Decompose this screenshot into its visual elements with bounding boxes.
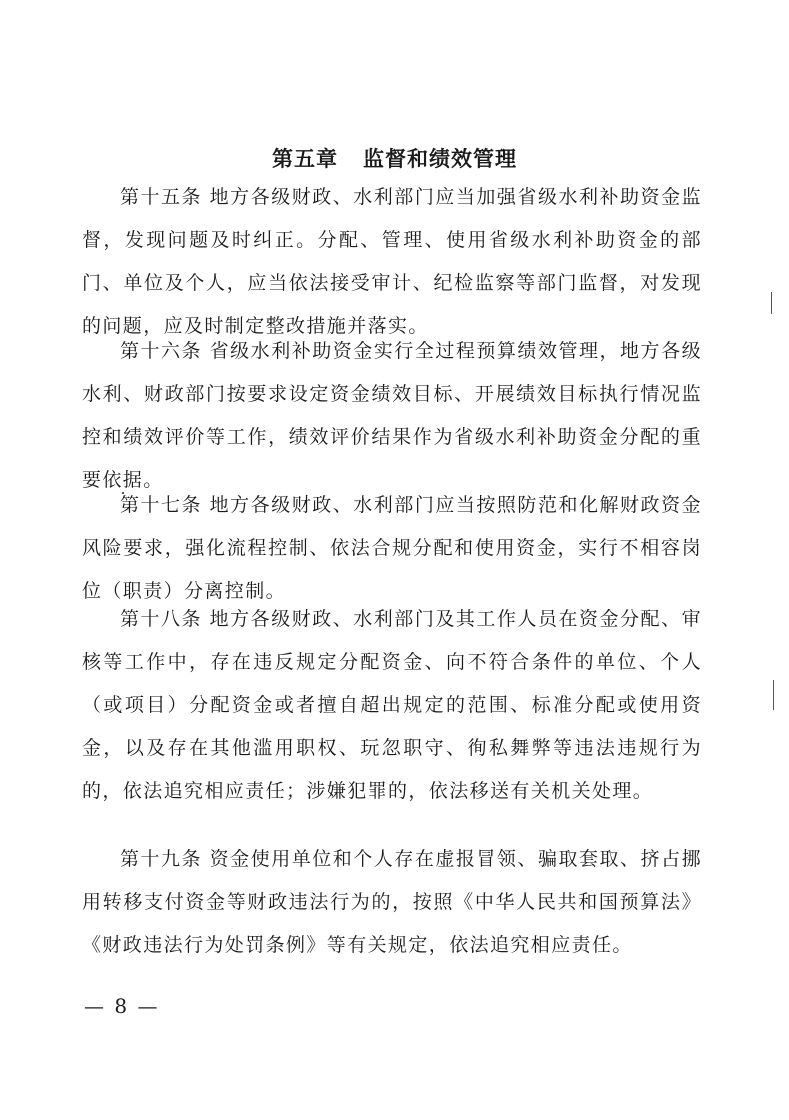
article-16: 第十六条 省级水利补助资金实行全过程预算绩效管理，地方各级水利、财政部门按要求设定资金绩效目标、开展绩效目标执行情况监控和绩效评价等工作，绩效评价结果作为省级水利补助资金分配的重要依据。	[82, 340, 702, 491]
article-18: 第十八条 地方各级财政、水利部门及其工作人员在资金分配、审核等工作中，存在违反规定分配资金、向不符合条件的单位、个人（或项目）分配资金或者擅自超出规定的范围、标准分配或使用资金，以及存在其他滥用职权、玩忽职守、徇私舞弊等违法违规行为的，依法追究相应责任；涉嫌犯罪的，依法移送有关机关处理。	[82, 608, 702, 802]
scan-artifact-dot	[122, 492, 124, 494]
scan-artifact-mark	[773, 680, 774, 710]
article-19: 第十九条 资金使用单位和个人存在虚报冒领、骗取套取、挤占挪用转移支付资金等财政违法行为的，按照《中华人民共和国预算法》《财政违法行为处罚条例》等有关规定，依法追究相应责任。	[82, 848, 702, 956]
page-number: — 8 —	[84, 994, 160, 1018]
article-15: 第十五条 地方各级财政、水利部门应当加强省级水利补助资金监督，发现问题及时纠正。分配、管理、使用省级水利补助资金的部门、单位及个人，应当依法接受审计、纪检监察等部门监督，对发现的问题，应及时制定整改措施并落实。	[82, 186, 702, 337]
chapter-title: 第五章 监督和绩效管理	[272, 147, 517, 171]
article-17: 第十七条 地方各级财政、水利部门应当按照防范和化解财政资金风险要求，强化流程控制、依法合规分配和使用资金，实行不相容岗位（职责）分离控制。	[82, 494, 702, 602]
scan-artifact-mark	[771, 292, 772, 314]
